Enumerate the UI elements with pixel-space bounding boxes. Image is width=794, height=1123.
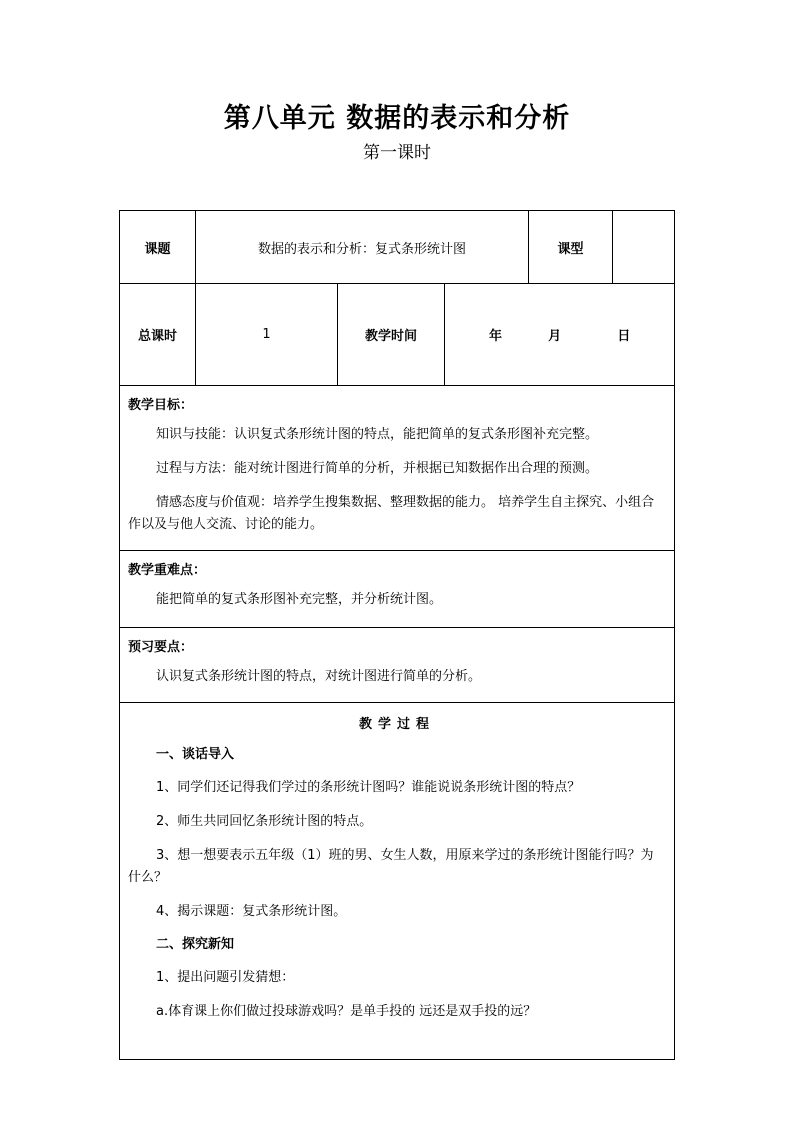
key-points-title: 教学重难点：: [128, 563, 207, 578]
hours-label: 总课时: [120, 284, 196, 386]
process-item: 1、提出问题引发猜想：: [156, 970, 295, 985]
type-label: 课型: [529, 211, 613, 284]
process-section: [120, 703, 675, 1060]
objective-item: 过程与方法：能对统计图进行简单的分析，并根据已知数据作出合理的预测。: [156, 461, 599, 476]
preview-title: 预习要点：: [128, 640, 194, 655]
objectives-section: [120, 386, 675, 551]
process-item: 2、师生共同回忆条形统计图的特点。: [156, 814, 373, 829]
preview-row: [120, 628, 675, 703]
topic-label: 课题: [120, 211, 196, 284]
date-day: 日: [617, 329, 631, 344]
process-item: a.体育课上你们做过投球游戏吗？是单手投的 远还是双手投的远？: [156, 1004, 537, 1019]
objective-item: 知识与技能：认识复式条形统计图的特点，能把简单的复式条形图补充完整。: [156, 427, 599, 442]
process-heading-explore: 二、探究新知: [156, 937, 235, 952]
preview-text: 认识复式条形统计图的特点，对统计图进行简单的分析。: [156, 669, 482, 684]
lesson-plan-table: [119, 210, 675, 1060]
topic-value: 数据的表示和分析：复式条形统计图: [196, 211, 529, 284]
time-label: 教学时间: [338, 284, 445, 386]
hours-value: 1: [196, 284, 338, 386]
process-item: 4、揭示课题：复式条形统计图。: [156, 904, 347, 919]
key-points-section: [120, 551, 675, 628]
objectives-title: 教学目标：: [128, 398, 194, 413]
date-month: 月: [548, 329, 562, 344]
objective-item: 情感态度与价值观：培养学生搜集数据、整理数据的能力。 培养学生自主探究、小组合作以及与他人交流、讨论的能力。: [128, 495, 655, 532]
process-heading-intro: 一、谈话导入: [156, 747, 235, 762]
date-field: [445, 284, 675, 386]
process-item: 1、同学们还记得我们学过的条形统计图吗？谁能说说条形统计图的特点？: [156, 780, 581, 795]
date-year: 年: [489, 329, 503, 344]
page-subtitle: 第一课时: [363, 143, 431, 163]
objectives-row: [120, 386, 675, 551]
page-title: 第八单元 数据的表示和分析: [223, 103, 571, 134]
key-points-text: 能把简单的复式条形图补充完整，并分析统计图。: [156, 592, 443, 607]
info-row-topic: [120, 211, 675, 284]
key-points-row: [120, 551, 675, 628]
process-item: 3、想一想要表示五年级（1）班的男、女生人数，用原来学过的条形统计图能行吗？为什么？: [128, 848, 654, 885]
process-title: 教学过程: [358, 717, 435, 732]
process-row: [120, 703, 675, 1060]
info-row-hours: [120, 284, 675, 386]
type-value: [613, 211, 675, 284]
preview-section: [120, 628, 675, 703]
